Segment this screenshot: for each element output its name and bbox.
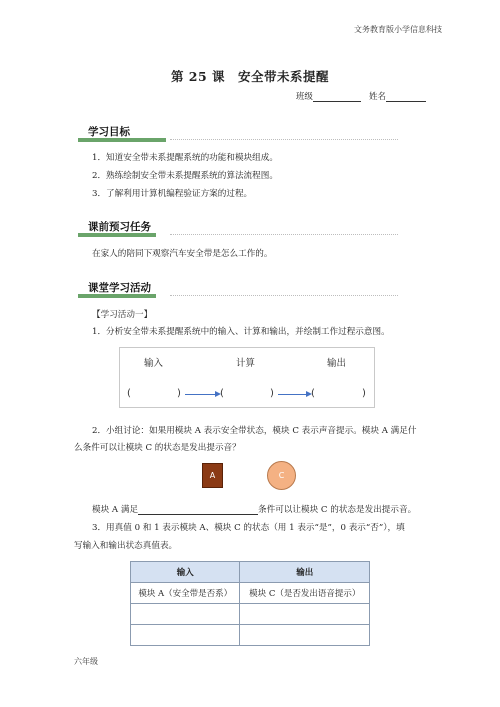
grade-footer: 六年级 [74, 657, 98, 666]
fill-suffix: 条件可以让模块 C 的状态是发出提示音。 [258, 505, 417, 515]
table-cell: 模块 C（是否发出语音提示） [240, 583, 370, 604]
class-name-line [296, 90, 426, 102]
question-2-line2: 么条件可以让模块 C 的状态是发出提示音？ [74, 443, 241, 453]
compute-answer-open: ( [220, 388, 224, 399]
lesson-title: 第 25 课 安全带未系提醒 [170, 69, 330, 84]
section-heading-objectives: 学习目标 [88, 126, 130, 138]
table-cell-blank[interactable] [131, 604, 240, 625]
section-heading-preview: 课前预习任务 [88, 221, 151, 233]
table-header-input: 输入 [131, 562, 240, 583]
flow-output-label: 输出 [327, 358, 347, 369]
name-label: 姓名 [368, 92, 386, 102]
table-header-row [131, 562, 370, 583]
input-answer-open: ( [127, 388, 131, 399]
question-1: 1．分析安全带未系提醒系统中的输入、计算和输出，并绘制工作过程示意图。 [92, 327, 390, 337]
table-cell-blank[interactable] [240, 625, 370, 646]
table-row [131, 583, 370, 604]
module-c-circle [267, 461, 296, 490]
fill-prefix: 模块 A 满足 [92, 505, 139, 515]
preview-text: 在家人的陪同下观察汽车安全带是怎么工作的。 [92, 249, 273, 259]
name-blank[interactable] [386, 92, 426, 102]
truth-table [130, 561, 370, 646]
objective-item: 1．知道安全带未系提醒系统的功能和模块组成。 [92, 153, 278, 163]
module-a-block [202, 463, 223, 488]
fill-blank[interactable] [138, 505, 258, 515]
section-bar-preview [78, 233, 156, 237]
arrow-input-compute [185, 394, 215, 395]
class-label: 班级 [295, 92, 313, 102]
table-cell-blank[interactable] [240, 604, 370, 625]
section-bar-activities [78, 294, 156, 298]
module-c-label: C [278, 471, 285, 480]
input-answer-close: ) [177, 388, 181, 399]
module-a-label: A [209, 471, 216, 480]
section-heading-activities: 课堂学习活动 [88, 282, 151, 294]
section-rule-objectives [170, 139, 398, 140]
output-answer-open: ( [311, 388, 315, 399]
fill-blank-sentence [92, 503, 416, 515]
question-3-line2: 写输入和输出状态真值表。 [74, 541, 178, 551]
flow-compute-label: 计算 [236, 358, 256, 369]
objective-item: 3．了解利用计算机编程验证方案的过程。 [92, 189, 253, 199]
output-answer-close: ) [362, 388, 366, 399]
table-row [131, 604, 370, 625]
activity-title: 【学习活动一】 [92, 310, 153, 320]
objective-item: 2．熟练绘制安全带未系提醒系统的算法流程图。 [92, 171, 278, 181]
class-blank[interactable] [313, 92, 361, 102]
table-cell: 模块 A（安全带是否系） [131, 583, 240, 604]
publisher-header: 文务教育版小学信息科技 [354, 25, 442, 34]
question-3-line1: 3．用真值 0 和 1 表示模块 A、模块 C 的状态（用 1 表示“是”，0 表示“否”），填 [92, 523, 405, 533]
table-header-output: 输出 [240, 562, 370, 583]
section-bar-objectives [78, 138, 166, 142]
table-cell-blank[interactable] [131, 625, 240, 646]
arrow-compute-output [278, 394, 306, 395]
question-2-line1: 2．小组讨论：如果用模块 A 表示安全带状态，模块 C 表示声音提示。模块 A 满足什 [92, 426, 417, 436]
section-rule-preview [170, 234, 398, 235]
table-row [131, 625, 370, 646]
compute-answer-close: ) [270, 388, 274, 399]
section-rule-activities [170, 295, 398, 296]
flow-input-label: 输入 [144, 358, 164, 369]
